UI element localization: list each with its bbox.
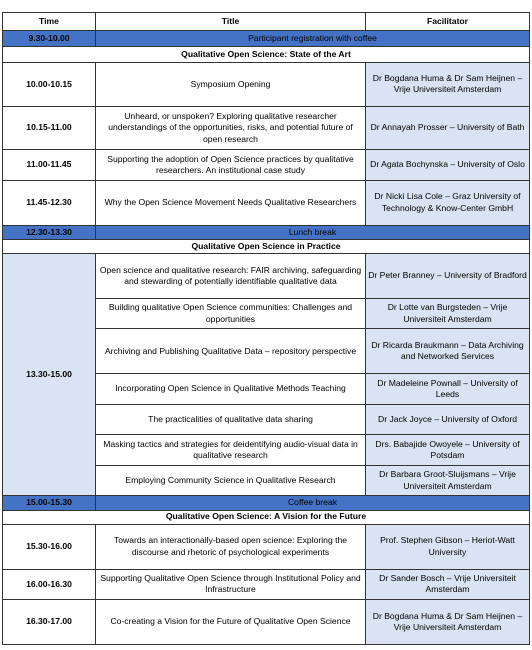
session-facilitator: Dr Bogdana Huma & Dr Sam Heijnen – Vrije Universiteit Amsterdam xyxy=(366,600,530,645)
session-facilitator: Dr Jack Joyce – University of Oxford xyxy=(366,404,530,435)
session-title: Masking tactics and strategies for deidentifying audio-visual data in qualitative research xyxy=(96,435,366,466)
registration-row xyxy=(3,31,530,46)
session-facilitator: Dr Peter Branney – University of Bradford xyxy=(366,254,530,299)
header-facilitator: Facilitator xyxy=(366,13,530,31)
coffee-title: Coffee break xyxy=(96,496,530,510)
schedule-row xyxy=(3,569,530,600)
session-title: Open science and qualitative research: FAIR archiving, safeguarding and stewarding of potentially identifiable qualitative data xyxy=(96,254,366,299)
session-title: Towards an interactionally-based open science: Exploring the discourse and rhetoric of psychological experiments xyxy=(96,524,366,569)
schedule-row xyxy=(3,254,530,299)
schedule-row xyxy=(3,600,530,645)
coffee-time: 15.00-15.30 xyxy=(3,496,96,510)
session-title: Archiving and Publishing Qualitative Data – repository perspective xyxy=(96,329,366,374)
registration-title: Participant registration with coffee xyxy=(96,31,530,46)
section-heading-vision: Qualitative Open Science: A Vision for the Future xyxy=(3,510,530,524)
session-facilitator: Dr Madeleine Pownall – University of Leeds xyxy=(366,374,530,405)
header-row xyxy=(3,13,530,31)
lunch-break-row xyxy=(3,225,530,239)
section-heading-state-of-the-art: Qualitative Open Science: State of the Art xyxy=(3,46,530,62)
practice-block-time: 13.30-15.00 xyxy=(3,254,96,496)
section-heading-in-practice: Qualitative Open Science in Practice xyxy=(3,239,530,253)
session-time: 16.30-17.00 xyxy=(3,600,96,645)
session-title: Supporting the adoption of Open Science practices by qualitative researchers. An institutional case study xyxy=(96,150,366,181)
session-title: Building qualitative Open Science communities: Challenges and opportunities xyxy=(96,298,366,329)
session-title: Symposium Opening xyxy=(96,62,366,106)
session-title: The practicalities of qualitative data sharing xyxy=(96,404,366,435)
session-facilitator: Dr Lotte van Burgsteden – Vrije Universiteit Amsterdam xyxy=(366,298,530,329)
lunch-title: Lunch break xyxy=(96,225,530,239)
session-time: 11.45-12.30 xyxy=(3,180,96,225)
header-time: Time xyxy=(3,13,96,31)
schedule-row xyxy=(3,524,530,569)
lunch-time: 12.30-13.30 xyxy=(3,225,96,239)
session-facilitator: Dr Annayah Prosser – University of Bath xyxy=(366,106,530,150)
session-time: 10.15-11.00 xyxy=(3,106,96,150)
session-title: Why the Open Science Movement Needs Qualitative Researchers xyxy=(96,180,366,225)
session-title: Unheard, or unspoken? Exploring qualitative researcher understandings of the opportunities, risks, and potential future of open research xyxy=(96,106,366,150)
session-facilitator: Dr Ricarda Braukmann – Data Archiving and Networked Services xyxy=(366,329,530,374)
session-facilitator: Dr Nicki Lisa Cole – Graz University of Technology & Know-Center GmbH xyxy=(366,180,530,225)
schedule-row xyxy=(3,150,530,181)
session-time: 15.30-16.00 xyxy=(3,524,96,569)
session-title: Incorporating Open Science in Qualitative Methods Teaching xyxy=(96,374,366,405)
section-heading-row xyxy=(3,510,530,524)
session-title: Employing Community Science in Qualitative Research xyxy=(96,465,366,496)
session-facilitator: Dr Sander Bosch – Vrije Universiteit Amsterdam xyxy=(366,569,530,600)
header-title: Title xyxy=(96,13,366,31)
session-time: 10.00-10.15 xyxy=(3,62,96,106)
schedule-table xyxy=(2,12,530,645)
session-facilitator: Dr Agata Bochynska – University of Oslo xyxy=(366,150,530,181)
section-heading-row xyxy=(3,239,530,253)
session-title: Supporting Qualitative Open Science through Institutional Policy and Infrastructure xyxy=(96,569,366,600)
session-facilitator: Dr Barbara Groot-Sluijsmans – Vrije Universiteit Amsterdam xyxy=(366,465,530,496)
session-title: Co-creating a Vision for the Future of Qualitative Open Science xyxy=(96,600,366,645)
schedule-row xyxy=(3,62,530,106)
coffee-break-row xyxy=(3,496,530,510)
registration-time: 9.30-10.00 xyxy=(3,31,96,46)
schedule-row xyxy=(3,106,530,150)
session-facilitator: Dr Bogdana Huma & Dr Sam Heijnen – Vrije Universiteit Amsterdam xyxy=(366,62,530,106)
session-time: 16.00-16.30 xyxy=(3,569,96,600)
session-facilitator: Drs. Babajide Owoyele – University of Potsdam xyxy=(366,435,530,466)
section-heading-row xyxy=(3,46,530,62)
session-facilitator: Prof. Stephen Gibson – Heriot-Watt University xyxy=(366,524,530,569)
schedule-row xyxy=(3,180,530,225)
session-time: 11.00-11.45 xyxy=(3,150,96,181)
